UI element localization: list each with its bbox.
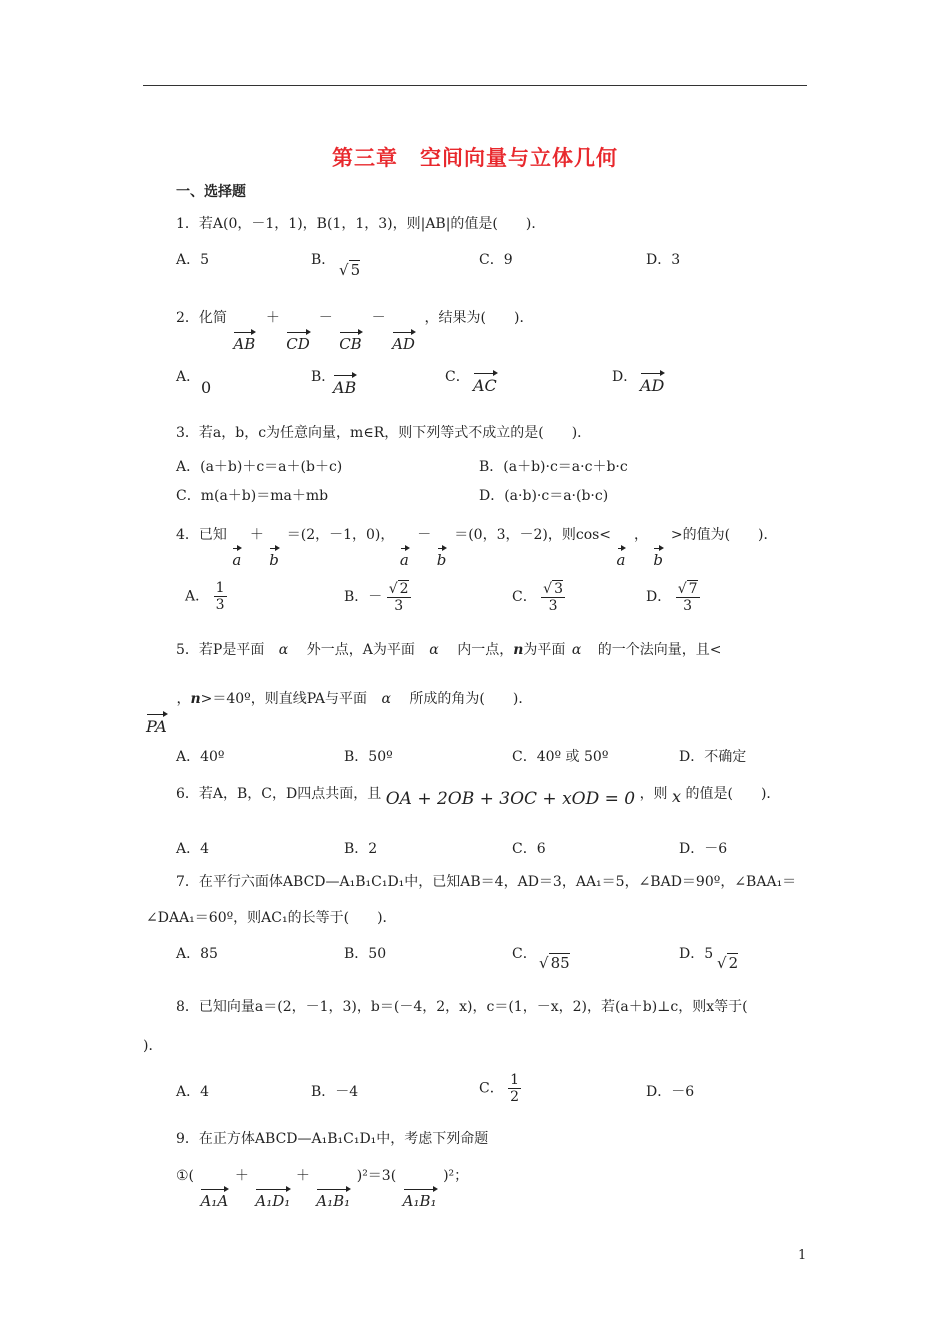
- q1-option-b-radicand: 5: [350, 261, 361, 279]
- q4-option-a-fraction: [214, 580, 227, 613]
- vector-PA: PA: [146, 717, 167, 736]
- q2-option-a-value: 0: [201, 378, 212, 397]
- plane-alpha-symbol-3: α: [571, 642, 582, 658]
- q4-equation-2: ＝(0，3，－2)，则cos<: [454, 527, 612, 543]
- q4-option-c-radicand: 3: [554, 581, 564, 597]
- q4-equation-1: ＝(2，－1，0)，: [286, 527, 395, 543]
- q9-plus-1: ＋: [234, 1168, 249, 1184]
- q8-option-c-label: C．: [479, 1080, 504, 1097]
- q4-option-d-radicand: 7: [688, 581, 698, 597]
- q2-vector-4: AD: [392, 335, 415, 353]
- q2-operator-1: ＋: [265, 310, 280, 326]
- q6-vector-equation: OA + 2OB + 3OC + xOD = 0: [385, 789, 636, 809]
- q4-option-b-denominator: 3: [394, 598, 404, 614]
- q4-comma: ，: [633, 527, 648, 543]
- q2-option-b-label: B．: [311, 369, 336, 385]
- q9-s1-middle: )²＝3(: [356, 1168, 397, 1184]
- q5-line2-text: >＝40º，则直线PA与平面: [200, 691, 368, 707]
- question-7-line-1: 7．在平行六面体ABCD—A₁B₁C₁D₁中，已知AB＝4，AD＝3，AA₁＝5，∠BAD＝90º，∠BAA₁＝: [176, 874, 797, 890]
- q4-option-d-denominator: 3: [683, 598, 693, 614]
- q9-vector-2: A₁D₁: [255, 1192, 291, 1210]
- q4-option-d: [646, 580, 700, 614]
- question-3: 3．若a，b，c为任意向量，m∈R，则下列等式不成立的是( )．: [176, 425, 592, 441]
- q1-option-b-label: B．: [311, 252, 336, 268]
- q4-option-d-fraction: [676, 580, 700, 614]
- q9-vector-4: A₁B₁: [402, 1192, 437, 1210]
- q6-option-d: D．－6: [679, 841, 728, 857]
- q4-option-a: [185, 580, 227, 613]
- section-heading: 一、选择题: [176, 184, 246, 200]
- q9-vector-1: A₁A: [200, 1192, 229, 1210]
- q4-option-c: [512, 580, 565, 614]
- q5-line2-comma: ，: [176, 691, 191, 707]
- q5-option-d: D．不确定: [679, 749, 747, 765]
- q2-option-d: [612, 366, 665, 395]
- q5-option-b: B．50º: [344, 749, 393, 765]
- q6-variable-x: x: [672, 787, 682, 806]
- q4-option-c-numerator: √ 3: [543, 581, 564, 597]
- question-4: [176, 524, 778, 569]
- q7-option-c-label: C．: [512, 946, 537, 962]
- plane-alpha-symbol-1: α: [278, 642, 289, 658]
- q4-option-b-radicand: 2: [399, 581, 409, 597]
- q2-suffix: ，结果为( )．: [424, 310, 534, 326]
- q4-vector-a-3: a: [616, 551, 626, 569]
- question-9: 9．在正方体ABCD—A₁B₁C₁D₁中，考虑下列命题: [176, 1131, 489, 1147]
- q2-vector-3: CB: [339, 335, 362, 353]
- q8-option-b: B．－4: [311, 1084, 359, 1100]
- q7-option-a: A．85: [176, 946, 218, 962]
- q2-option-d-label: D．: [612, 369, 638, 385]
- q5-option-a: A．40º: [176, 749, 225, 765]
- question-7-line-2: ∠DAA₁＝60º，则AC₁的长等于( )．: [146, 910, 397, 926]
- q4-plus: ＋: [249, 527, 264, 543]
- q4-option-b-fraction: [387, 580, 411, 614]
- normal-vector-n-1: n: [513, 642, 524, 658]
- q2-option-c-label: C．: [445, 369, 470, 385]
- q4-option-d-numerator: √ 7: [677, 581, 698, 597]
- q8-option-a: A．4: [176, 1084, 210, 1100]
- question-1: 1．若A(0，－1，1)，B(1，1，3)，则|AB|的值是( )．: [176, 216, 546, 232]
- q2-option-c: [445, 366, 497, 395]
- q5-text-3: 内一点，: [457, 642, 514, 658]
- normal-vector-n-2: n: [190, 691, 201, 707]
- q4-option-c-label: C．: [512, 589, 537, 605]
- q6-text: ，则: [639, 786, 668, 802]
- q9-plus-2: ＋: [295, 1168, 310, 1184]
- q1-option-b: B． √ 5: [311, 252, 361, 279]
- question-5-line-2: [146, 688, 533, 736]
- q8-option-c-numerator: 1: [510, 1072, 520, 1088]
- page-number: 1: [798, 1248, 807, 1263]
- q5-text-2: 外一点，A为平面: [306, 642, 415, 658]
- q5-option-c: C．40º 或 50º: [512, 749, 609, 765]
- q4-option-b-label: B．－: [344, 589, 383, 605]
- q6-option-b: B．2: [344, 841, 378, 857]
- q6-option-c: C．6: [512, 841, 546, 857]
- chapter-title: 第三章 空间向量与立体几何: [332, 146, 618, 170]
- question-8-line-1: 8．已知向量a＝(2，－1，3)，b＝(－4，2，x)，c＝(1，－x，2)，若(a＋b)⊥c，则x等于(: [176, 999, 748, 1015]
- q3-option-d: D．(a·b)·c＝a·(b·c): [479, 488, 609, 504]
- plane-alpha-symbol-4: α: [381, 691, 391, 707]
- q6-suffix: 的值是( )．: [685, 786, 781, 802]
- q2-vector-1: AB: [233, 335, 256, 353]
- q7-option-d: D．5 √ 2: [679, 946, 739, 972]
- q4-vector-b-3: b: [653, 551, 664, 569]
- q4-minus: －: [417, 527, 432, 543]
- plane-alpha-symbol-2: α: [429, 642, 439, 658]
- q5-text-4: 为平面: [523, 642, 566, 658]
- q4-option-a-numerator: 1: [215, 580, 225, 596]
- q8-option-c: [479, 1072, 521, 1105]
- q5-line2-suffix: 所成的角为( )．: [409, 691, 533, 707]
- q6-prefix: 6．若A，B，C，D四点共面，且: [176, 786, 382, 802]
- q5-text-5: 的一个法向量，且<: [597, 642, 722, 658]
- q4-option-a-denominator: 3: [215, 597, 225, 613]
- q9-s1-suffix: )²；: [443, 1168, 469, 1184]
- q4-prefix: 4．已知: [176, 527, 227, 543]
- q4-vector-b-2: b: [436, 551, 447, 569]
- q6-option-a: A．4: [176, 841, 210, 857]
- q4-option-c-fraction: [541, 580, 565, 614]
- q2-operator-2: －: [318, 310, 333, 326]
- q1-option-c: C．9: [479, 252, 513, 268]
- q3-option-b: B．(a＋b)·c＝a·c＋b·c: [479, 459, 628, 475]
- q4-option-b-numerator: √ 2: [388, 581, 409, 597]
- question-8-line-2: )．: [143, 1038, 163, 1054]
- q4-vector-a-1: a: [232, 551, 242, 569]
- q4-option-a-label: A．: [185, 588, 210, 605]
- q2-operator-3: －: [371, 310, 386, 326]
- q4-option-b: [344, 580, 411, 614]
- header-rule: [143, 85, 807, 86]
- question-2: [176, 307, 534, 353]
- q2-option-d-vector: AD: [640, 376, 665, 395]
- q2-prefix: 2．化简: [176, 310, 227, 326]
- q2-option-c-vector: AC: [473, 376, 497, 395]
- q7-option-c: C． √ 85: [512, 946, 570, 972]
- q3-option-c: C．m(a＋b)＝ma＋mb: [176, 488, 329, 504]
- q7-option-c-radicand: 85: [550, 954, 570, 972]
- q2-option-b: [311, 366, 357, 397]
- question-5-line-1: [176, 639, 722, 659]
- q4-vector-b-1: b: [269, 551, 279, 569]
- q5-text-1: 5．若P是平面: [176, 642, 265, 658]
- q4-option-d-label: D．: [646, 589, 672, 605]
- q9-vector-3: A₁B₁: [316, 1192, 351, 1210]
- q4-vector-a-2: a: [399, 551, 409, 569]
- q2-option-a: [176, 366, 212, 397]
- q9-s1-prefix: ①(: [176, 1168, 195, 1184]
- q2-option-b-vector: AB: [333, 378, 357, 397]
- q1-option-d: D．3: [646, 252, 681, 268]
- q7-option-d-radicand: 2: [728, 954, 739, 972]
- q3-option-a: A．(a＋b)＋c＝a＋(b＋c): [176, 459, 343, 475]
- q8-option-c-fraction: [508, 1072, 521, 1105]
- q2-option-a-label: A．: [176, 369, 201, 385]
- question-6: [176, 783, 781, 809]
- q8-option-c-denominator: 2: [510, 1089, 520, 1105]
- q4-suffix: >的值为( )．: [670, 527, 778, 543]
- q2-vector-2: CD: [286, 335, 310, 353]
- q8-option-d: D．－6: [646, 1084, 695, 1100]
- q7-option-d-label: D．5: [679, 946, 714, 962]
- q7-option-b: B．50: [344, 946, 387, 962]
- q4-option-c-denominator: 3: [548, 598, 558, 614]
- q9-statement-1: [176, 1165, 469, 1210]
- q1-option-a: A．5: [176, 252, 210, 268]
